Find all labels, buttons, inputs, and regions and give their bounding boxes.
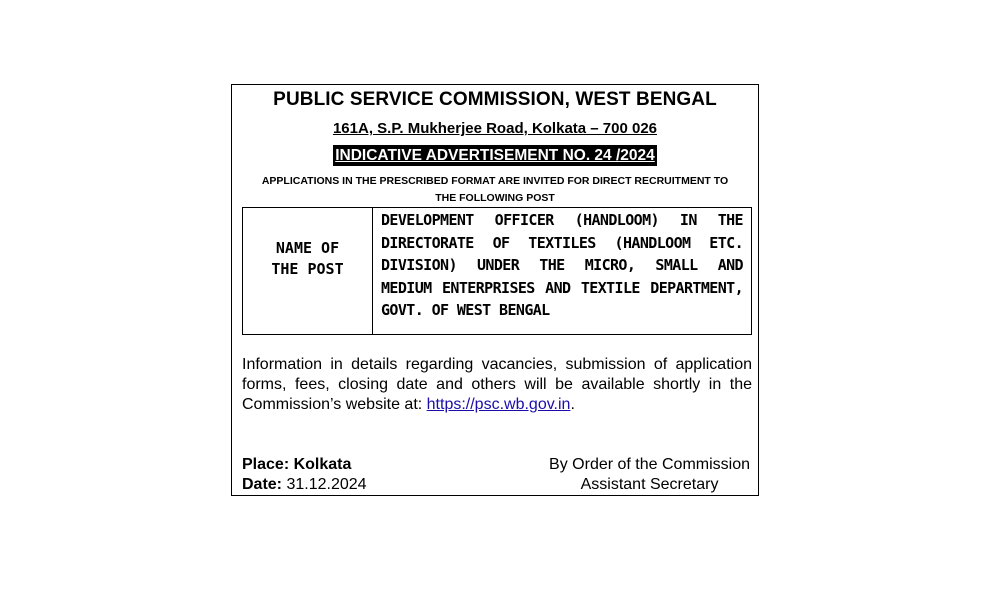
- info-paragraph: [242, 355, 752, 415]
- info-end: .: [570, 396, 575, 413]
- post-name: DEVELOPMENT OFFICER (HANDLOOM) IN THE DIRECTORATE OF TEXTILES (HANDLOOM ETC. DIVISION) UNDER THE MICRO, SMALL AND MEDIUM ENTERPRISES AND TEXTILE DEPARTMENT, GOVT. OF WEST BENGAL: [381, 211, 743, 319]
- order-line: By Order of the Commission: [549, 456, 750, 473]
- date-line: [242, 475, 367, 495]
- info-text: Information in details regarding vacancies, submission of application forms, fees, closing date and others will be available shortly in the Commission’s website at:: [242, 356, 752, 413]
- intro-line-2: THE FOLLOWING POST: [435, 192, 555, 204]
- post-value-cell: [373, 208, 751, 334]
- place-date-block: [242, 455, 367, 495]
- advertisement-number: INDICATIVE ADVERTISEMENT NO. 24 /2024: [335, 147, 655, 164]
- signature-block: [549, 455, 750, 495]
- intro-text: [232, 173, 758, 207]
- place-value: Kolkata: [293, 456, 352, 473]
- designation-line: Assistant Secretary: [580, 476, 719, 493]
- date-value: 31.12.2024: [286, 476, 367, 493]
- address-line: [232, 120, 758, 138]
- commission-address: 161A, S.P. Mukherjee Road, Kolkata – 700 026: [332, 120, 658, 137]
- website-link[interactable]: https://psc.wb.gov.in: [426, 396, 571, 413]
- intro-line-1: APPLICATIONS IN THE PRESCRIBED FORMAT ARE INVITED FOR DIRECT RECRUITMENT TO: [261, 175, 729, 187]
- place-label: Place:: [242, 456, 290, 473]
- commission-title: PUBLIC SERVICE COMMISSION, WEST BENGAL: [273, 89, 717, 110]
- post-table: [242, 207, 752, 335]
- date-label: Date:: [242, 476, 283, 493]
- post-label: NAME OF THE POST: [271, 239, 344, 278]
- place-line: [242, 455, 367, 475]
- advertisement-heading-wrap: [232, 145, 758, 166]
- post-label-cell: [243, 208, 373, 334]
- advertisement-notice: [231, 84, 759, 496]
